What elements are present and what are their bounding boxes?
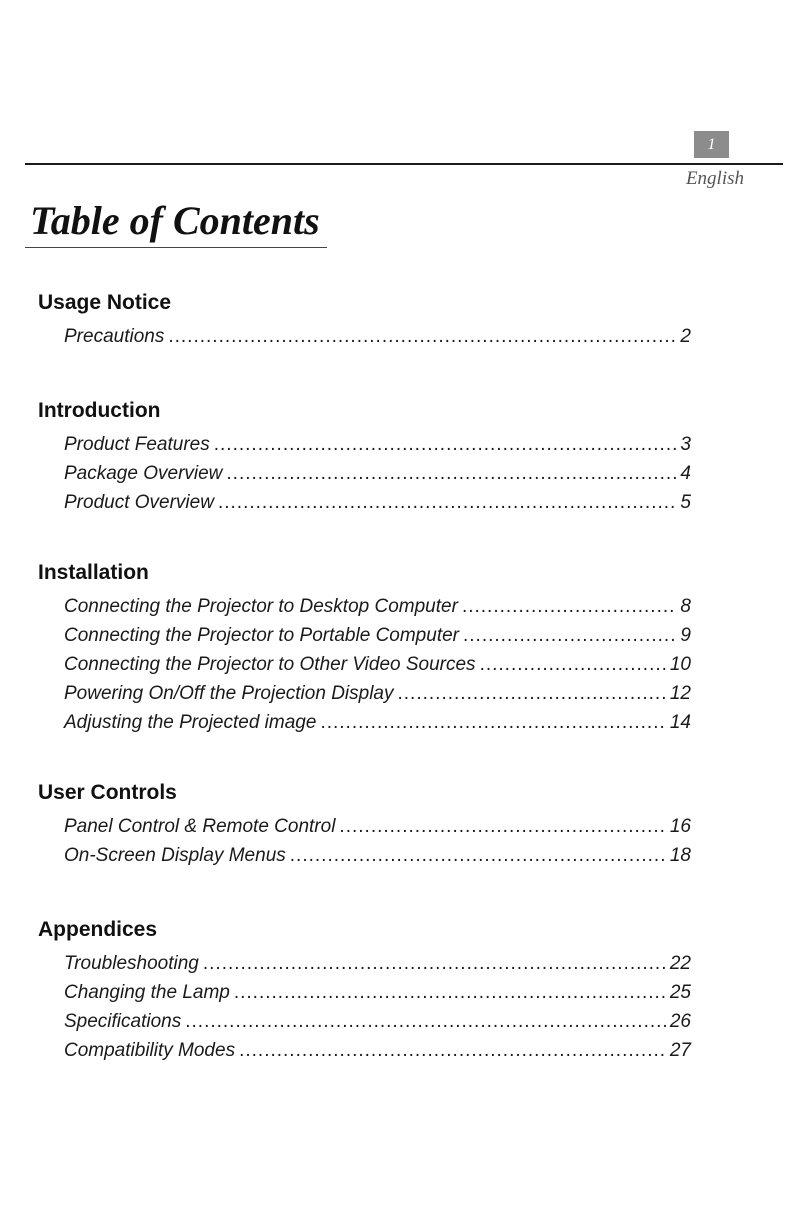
entry-title: Precautions	[64, 326, 165, 347]
dot-leader	[398, 679, 666, 708]
toc-entry[interactable]	[64, 1007, 691, 1036]
toc-entry[interactable]	[64, 592, 691, 621]
entry-title: Connecting the Projector to Desktop Computer	[64, 596, 458, 617]
dot-leader	[234, 978, 666, 1007]
toc-entry[interactable]	[64, 812, 691, 841]
dot-leader	[463, 621, 676, 650]
section-heading: User Controls	[38, 781, 177, 804]
toc-entry[interactable]	[64, 841, 691, 870]
page-title: Table of Contents	[30, 198, 320, 243]
dot-leader	[185, 1007, 666, 1036]
title-underline	[25, 247, 327, 248]
header-divider	[25, 163, 783, 165]
entry-page-number: 12	[669, 683, 691, 704]
entry-title: Product Features	[64, 434, 210, 455]
toc-entry[interactable]	[64, 322, 691, 351]
toc-entry[interactable]	[64, 459, 691, 488]
toc-entry[interactable]	[64, 708, 691, 737]
entry-page-number: 16	[669, 816, 691, 837]
entry-title: Specifications	[64, 1011, 182, 1032]
entry-page-number: 4	[680, 463, 691, 484]
dot-leader	[462, 592, 676, 621]
toc-entry[interactable]	[64, 1036, 691, 1065]
entry-page-number: 22	[669, 953, 691, 974]
entry-title: Connecting the Projector to Other Video Sources	[64, 654, 476, 675]
dot-leader	[480, 650, 666, 679]
entry-page-number: 27	[669, 1040, 691, 1061]
toc-entry[interactable]	[64, 949, 691, 978]
toc-section-user-controls	[38, 780, 698, 870]
entry-page-number: 10	[669, 654, 691, 675]
entry-page-number: 25	[669, 982, 691, 1003]
entry-title: Adjusting the Projected image	[64, 712, 317, 733]
entry-title: Powering On/Off the Projection Display	[64, 683, 394, 704]
section-heading: Usage Notice	[38, 291, 172, 314]
dot-leader	[218, 488, 676, 517]
toc-entry[interactable]	[64, 679, 691, 708]
dot-leader	[339, 812, 665, 841]
entry-page-number: 9	[680, 625, 691, 646]
toc-section-appendices	[38, 917, 698, 1065]
entry-page-number: 5	[680, 492, 691, 513]
toc-section-introduction	[38, 398, 698, 517]
toc-section-usage-notice	[38, 290, 698, 351]
section-heading: Introduction	[38, 399, 161, 422]
entry-title: Package Overview	[64, 463, 223, 484]
entry-page-number: 3	[680, 434, 691, 455]
entry-page-number: 8	[680, 596, 691, 617]
dot-leader	[226, 459, 676, 488]
entry-page-number: 26	[669, 1011, 691, 1032]
page-number-badge: 1	[694, 131, 729, 158]
entry-title: Changing the Lamp	[64, 982, 230, 1003]
entry-title: On-Screen Display Menus	[64, 845, 286, 866]
entry-page-number: 2	[680, 326, 691, 347]
dot-leader	[290, 841, 666, 870]
dot-leader	[320, 708, 665, 737]
entry-title: Product Overview	[64, 492, 214, 513]
toc-entry[interactable]	[64, 978, 691, 1007]
dot-leader	[214, 430, 677, 459]
dot-leader	[168, 322, 676, 351]
entry-page-number: 14	[669, 712, 691, 733]
entry-page-number: 18	[669, 845, 691, 866]
toc-entry[interactable]	[64, 621, 691, 650]
dot-leader	[239, 1036, 666, 1065]
section-heading: Appendices	[38, 918, 158, 941]
language-label: English	[685, 168, 744, 189]
entry-title: Troubleshooting	[64, 953, 199, 974]
toc-entry[interactable]	[64, 430, 691, 459]
entry-title: Panel Control & Remote Control	[64, 816, 336, 837]
entry-title: Connecting the Projector to Portable Computer	[64, 625, 459, 646]
section-heading: Installation	[38, 561, 149, 584]
toc-entry[interactable]	[64, 488, 691, 517]
entry-title: Compatibility Modes	[64, 1040, 236, 1061]
toc-section-installation	[38, 560, 698, 737]
toc-entry[interactable]	[64, 650, 691, 679]
dot-leader	[203, 949, 666, 978]
